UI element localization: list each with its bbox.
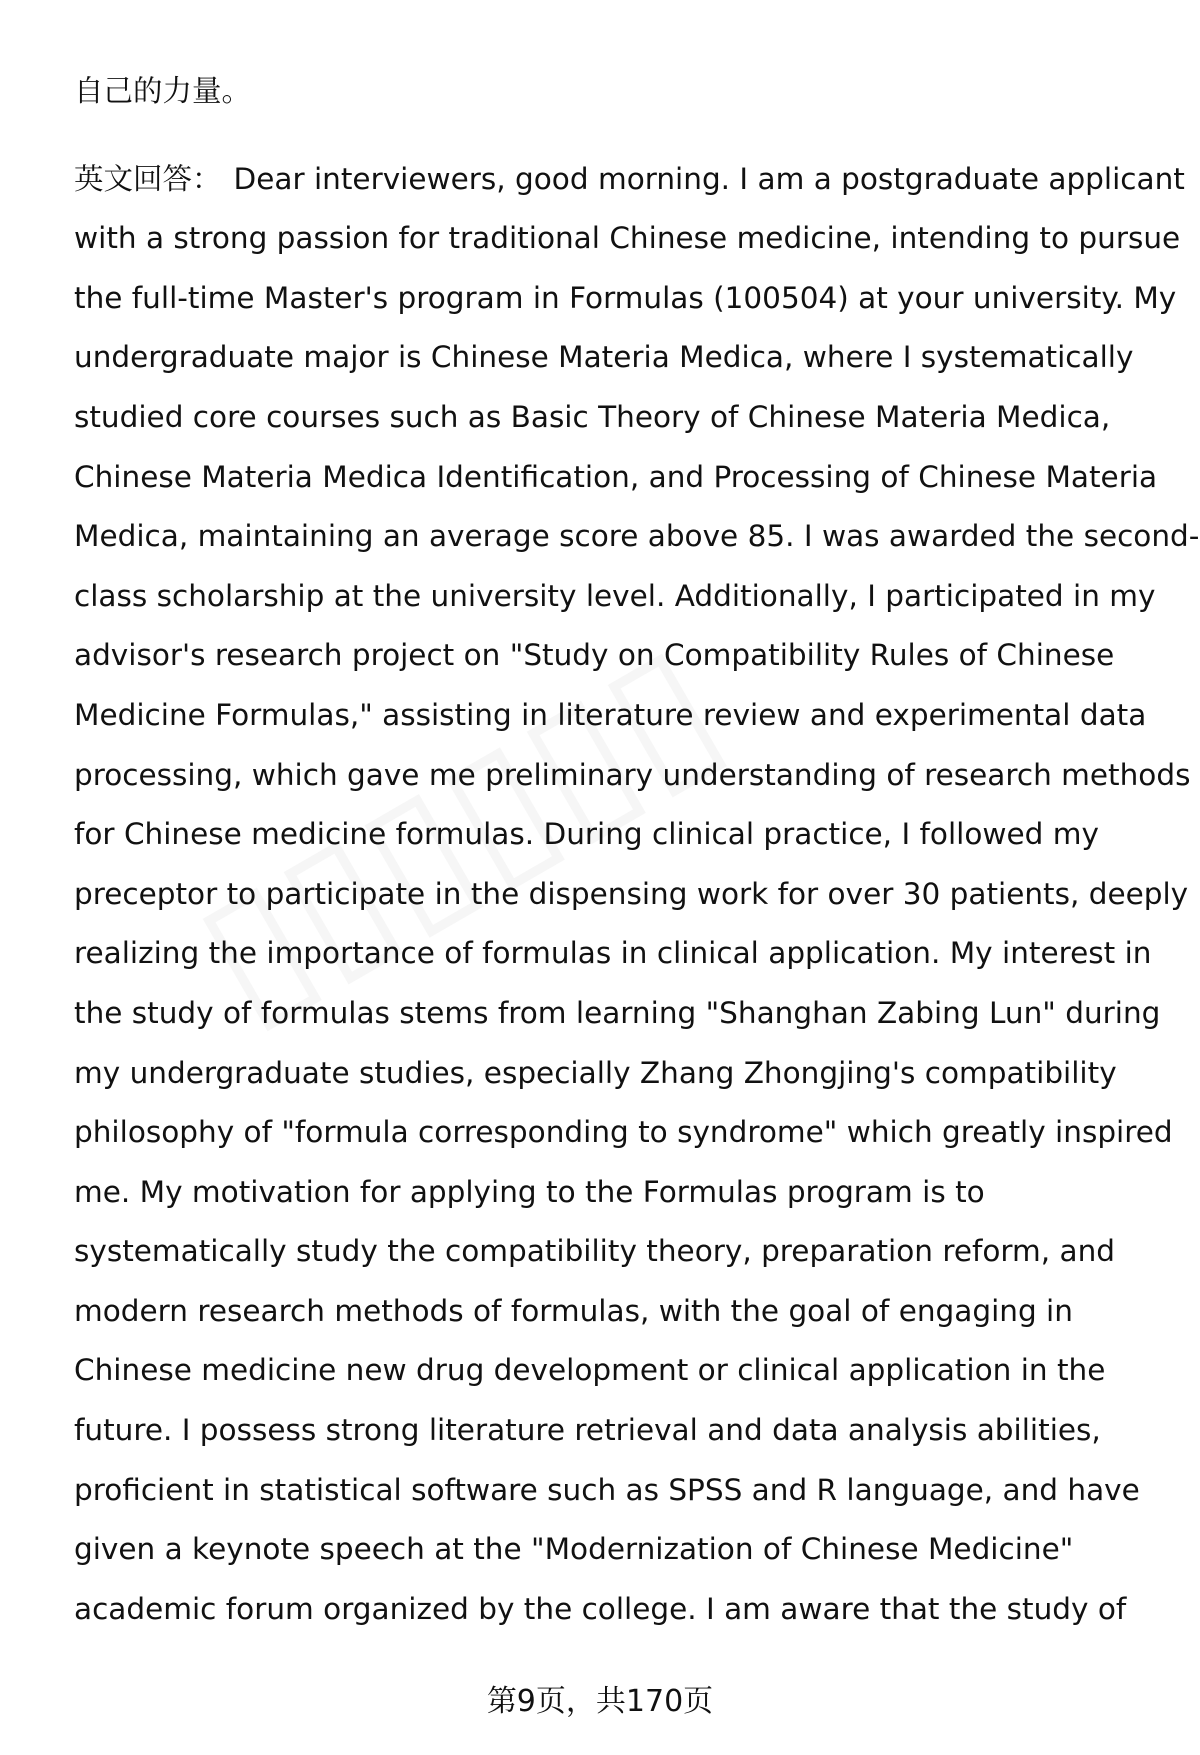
text-line: Chinese medicine new drug development or clinical application in the	[74, 1353, 1106, 1388]
text-line: with a strong passion for traditional Chinese medicine, intending to pursue	[74, 221, 1181, 256]
page-indicator: 第9页，共170页	[486, 1684, 714, 1719]
text-line: preceptor to participate in the dispensing work for over 30 patients, deeply	[74, 876, 1189, 911]
text-line: for Chinese medicine formulas. During clinical practice, I followed my	[74, 817, 1099, 852]
document-body	[74, 62, 1200, 1639]
text-line: systematically study the compatibility theory, preparation reform, and	[74, 1234, 1115, 1269]
answer-label: 英文回答：	[74, 161, 222, 196]
text-line: given a keynote speech at the "Modernization of Chinese Medicine"	[74, 1532, 1074, 1567]
text-line: proficient in statistical software such as SPSS and R language, and have	[74, 1472, 1140, 1507]
text-line: processing, which gave me preliminary understanding of research methods	[74, 757, 1191, 792]
text-line: modern research methods of formulas, with the goal of engaging in	[74, 1293, 1073, 1328]
text-line: Medica, maintaining an average score above 85. I was awarded the second-	[74, 519, 1200, 554]
text-line: Chinese Materia Medica Identification, and Processing of Chinese Materia	[74, 459, 1158, 494]
text-line: 自己的力量。	[74, 74, 252, 108]
text-line-answer-start	[74, 150, 1185, 210]
text-line: the study of formulas stems from learning "Shanghan Zabing Lun" during	[74, 995, 1161, 1030]
text-line: advisor's research project on "Study on Compatibility Rules of Chinese	[74, 638, 1115, 673]
text-line: academic forum organized by the college. I am aware that the study of	[74, 1591, 1127, 1626]
text-line: the full-time Master's program in Formulas (100504) at your university. My	[74, 280, 1177, 315]
text-line: my undergraduate studies, especially Zhang Zhongjing's compatibility	[74, 1055, 1117, 1090]
answer-first-line: Dear interviewers, good morning. I am a postgraduate applicant	[233, 161, 1185, 196]
text-line: Medicine Formulas," assisting in literature review and experimental data	[74, 697, 1147, 732]
text-line: future. I possess strong literature retrieval and data analysis abilities,	[74, 1413, 1101, 1448]
text-line: realizing the importance of formulas in clinical application. My interest in	[74, 936, 1152, 971]
text-line: undergraduate major is Chinese Materia Medica, where I systematically	[74, 340, 1134, 375]
text-line: class scholarship at the university level. Additionally, I participated in my	[74, 578, 1156, 613]
text-line: philosophy of "formula corresponding to syndrome" which greatly inspired	[74, 1115, 1173, 1150]
text-line: me. My motivation for applying to the Formulas program is to	[74, 1174, 985, 1209]
text-line: studied core courses such as Basic Theory of Chinese Materia Medica,	[74, 399, 1111, 434]
paragraph-gap	[74, 122, 1164, 150]
